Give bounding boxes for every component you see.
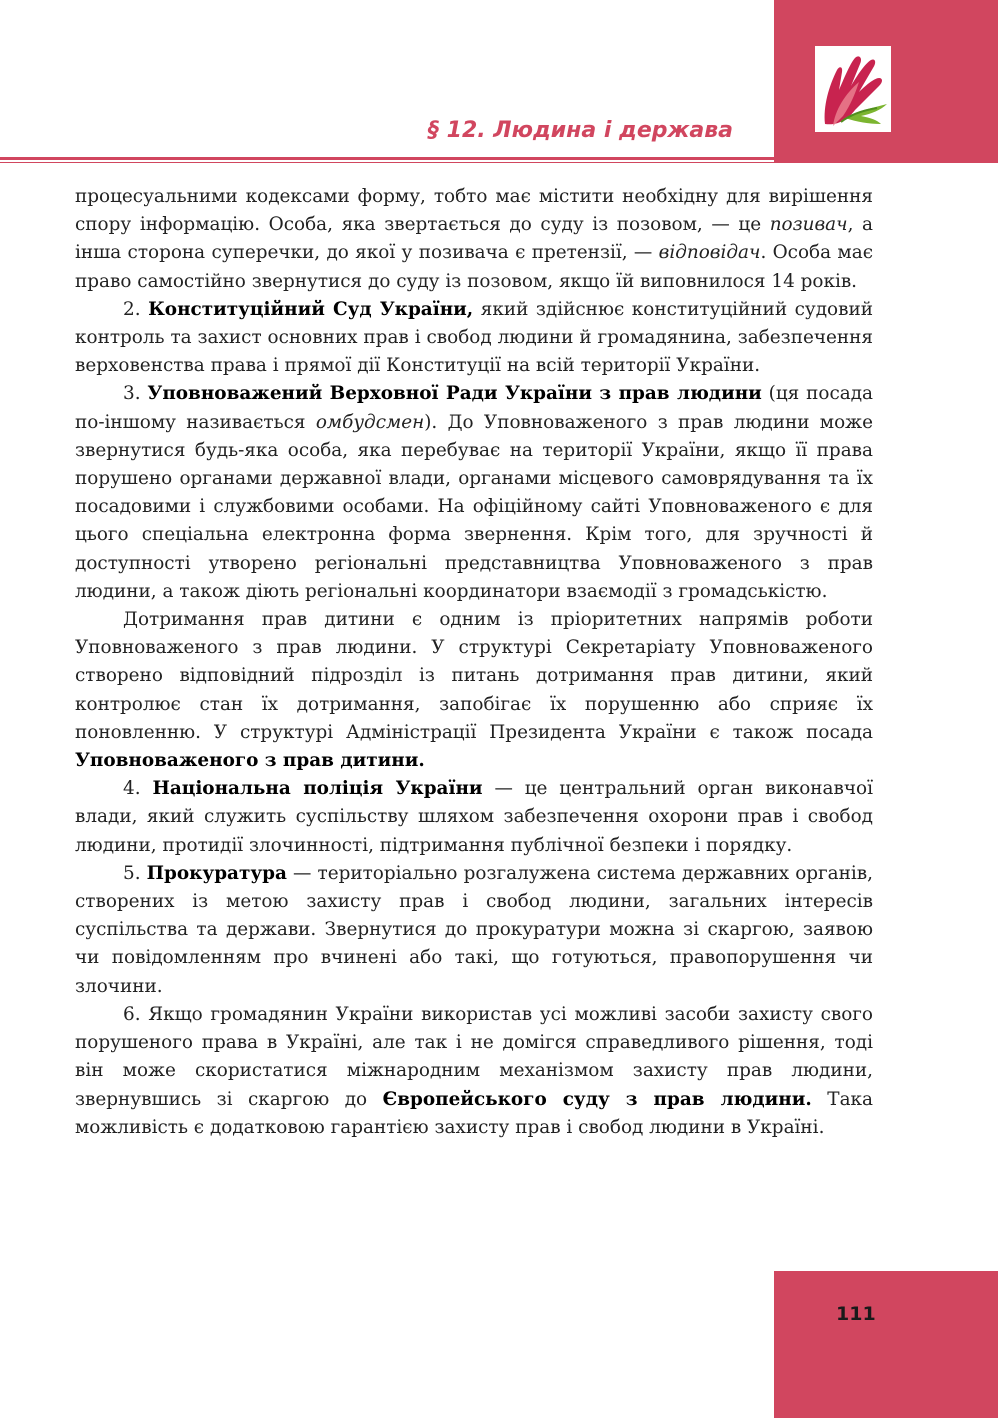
term-national-police: Національна поліція України	[152, 778, 483, 800]
paragraph-prosecutor: 5. Прокуратура — територіально розгалужена система державних органів, створених із метою захисту прав і свобод людини, загальних інтересів суспільства та держави. Звернутися до прокуратури можна зі скаргою, заявою чи повідомленням про вчинені або такі, що готуються, правопорушення чи злочини.	[75, 862, 873, 997]
term-defendant: відповідач	[658, 242, 761, 264]
page-number: 111	[836, 1303, 876, 1325]
header-divider	[0, 157, 774, 160]
paragraph-child-rights: Дотримання прав дитини є одним із пріоритетних напрямів роботи Уповноваженого з прав людини. У структурі Секретаріату Уповноваженого створено відповідний підрозділ із питань дотримання прав дитини, який контролює стан їх дотримання, запобігає їх порушенню або сприяє їх поновленню. У структурі Адміністрації Президента України є також посада Уповноваженого з прав дитини.	[75, 609, 873, 772]
header-divider-thin	[0, 162, 774, 163]
paragraph-constitutional-court: 2. Конституційний Суд України, який здійснює конституційний судовий контроль та захист основних прав і свобод людини й громадянина, забезпечення верховенства права і прямої дії Конституції на всій території України.	[75, 298, 873, 377]
hands-bird-icon	[815, 46, 891, 132]
paragraph-national-police: 4. Національна поліція України — це центральний орган виконавчої влади, який служить суспільству шляхом забезпечення охорони прав і свобод людини, протидії злочинності, підтримання публічної безпеки і порядку.	[75, 778, 873, 856]
chapter-title: § 12. Людина і держава	[428, 118, 733, 143]
chapter-logo	[815, 46, 891, 132]
term-constitutional-court: Конституційний Суд України,	[148, 298, 474, 320]
term-prosecutor-office: Прокуратура	[146, 862, 287, 884]
paragraph-1: процесуальними кодексами форму, тобто має містити необхідну для вирішення спору інформацію. Особа, яка звертається до суду із позовом, — це позивач, а інша сторона суперечки, до якої у позивача є претензії, — відповідач. Особа має право самостійно звернутися до суду із позовом, якщо їй виповнилося 14 років.	[75, 186, 874, 292]
term-plaintiff: позивач	[769, 214, 848, 236]
footer-accent-block	[774, 1271, 998, 1418]
paragraph-echr: 6. Якщо громадянин України використав усі можливі засоби захисту свого порушеного права в Україні, але так і не домігся справедливого рішення, тоді він може скористатися міжнародним механізмом захисту прав людини, звернувшись зі скаргою до Європейського суду з прав людини. Така можливість є додатковою гарантією захисту прав і свобод людини в Україні.	[75, 1003, 873, 1138]
page-body	[75, 183, 873, 1142]
term-echr: Європейського суду з прав людини.	[382, 1088, 812, 1110]
term-child-rights-commissioner: Уповноваженого з прав дитини.	[75, 750, 425, 772]
term-ombudsman-office: Уповноважений Верховної Ради України з прав людини	[147, 383, 762, 405]
paragraph-ombudsman: 3. Уповноважений Верховної Ради України з прав людини (ця посада по-іншому називається омбудсмен). До Уповноваженого з прав людини може звернутися будь-яка особа, яка перебуває на території України, якщо її права порушено органами державної влади, органами місцевого самоврядування та їх посадовими і службовими особами. На офіційному сайті Уповноваженого є для цього спеціальна електронна форма звернення. Крім того, для зручності й доступності утворено регіональні представництва Уповноваженого з прав людини, а також діють регіональні координатори взаємодії з громадськістю.	[75, 383, 873, 602]
term-ombudsman: омбудсмен	[315, 411, 425, 433]
